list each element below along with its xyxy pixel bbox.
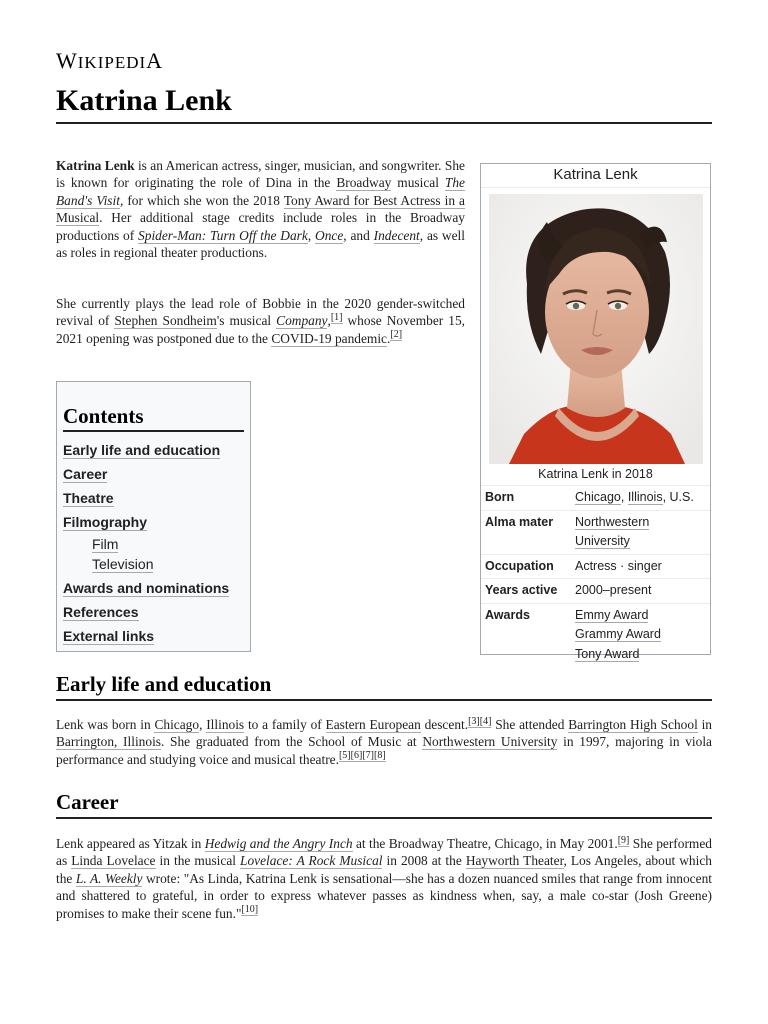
ref-8[interactable]: [8] [373,750,386,762]
toc-title: Contents [63,404,244,432]
ref-2[interactable]: [2] [390,329,403,341]
toc-film[interactable]: Film [92,536,119,552]
infobox-title: Katrina Lenk [481,164,710,188]
intro-paragraph-2: She currently plays the lead role of Bobbie in the 2020 gender-switched revival of Stephen Sondheim's musical Company,[1] whose November 15, 2021 opening was postponed due to the COVID-19 pandemic.[2] [56,296,466,346]
link-hayworth-theater[interactable]: Hayworth Theater [465,853,564,869]
link-chicago[interactable]: Chicago [154,717,200,732]
link-barrington-high-school[interactable]: Barrington High School [568,717,698,732]
link-lovelace-musical[interactable]: Lovelace: A Rock Musical [240,853,383,869]
born-value: Chicago, Illinois, U.S. [575,490,694,504]
infobox [480,163,711,661]
toc-early-life[interactable]: Early life and education [63,442,221,458]
toc-career[interactable]: Career [63,466,108,482]
link-northwestern[interactable]: Northwestern [575,514,650,529]
ref-5[interactable]: [5] [338,750,351,762]
alma-mater-label: Alma mater [485,514,554,529]
heading-career: Career [56,790,712,819]
link-emmy-award[interactable]: Emmy Award [575,607,649,622]
logo-letter-w: W [56,48,78,73]
years-active-label: Years active [485,583,558,597]
link-eastern-european[interactable]: Eastern European [325,717,421,732]
table-of-contents [56,381,251,652]
infobox-row-awards [481,604,710,667]
infobox-row-occupation [481,555,710,580]
logo-letters: IKIPEDI [77,53,147,72]
wikipedia-logo[interactable] [56,48,163,74]
link-hedwig[interactable]: Hedwig and the Angry Inch [204,836,353,851]
ref-4[interactable]: [4] [479,715,492,727]
alma-mater-value [575,513,706,552]
link-born-illinois[interactable]: Illinois [627,490,663,504]
toc-theatre[interactable]: Theatre [63,490,114,506]
toc-television[interactable]: Television [92,556,154,572]
link-covid-19-pandemic[interactable]: COVID-19 pandemic [271,330,387,346]
portrait-image [489,194,703,464]
years-active-value: 2000–present [575,583,652,597]
heading-early-life: Early life and education [56,672,712,701]
link-indecent[interactable]: Indecent [373,227,420,243]
toc-awards[interactable]: Awards and nominations [63,580,230,596]
link-northwestern-university[interactable]: Northwestern University [422,734,558,750]
link-university[interactable]: University [575,534,630,548]
link-la-weekly[interactable]: L. A. Weekly [75,870,143,886]
ref-1[interactable]: [1] [330,311,343,323]
portrait-photo[interactable] [489,194,703,464]
toc-references[interactable]: References [63,604,139,620]
ref-3[interactable]: [3] [468,715,480,727]
link-barrington-illinois[interactable]: Barrington, Illinois [56,734,161,750]
photo-caption: Katrina Lenk in 2018 [481,464,710,486]
link-born-chicago[interactable]: Chicago [575,490,621,504]
ref-10[interactable]: [10] [241,904,259,916]
infobox-row-born [481,486,710,511]
ref-9[interactable]: [9] [617,834,630,846]
link-the-bands-visit[interactable]: The Band's Visit [56,175,465,208]
toc-external-links[interactable]: External links [63,628,155,644]
early-life-paragraph: Lenk was born in Chicago, Illinois to a family of Eastern European descent.[3][4] She attended Barrington High School in Barrington, Illinois. She graduated from the School of Music at Northwestern University in 1997, majoring in viola performance and studying voice and musical theatre.[5][6][7][8] [56,715,712,767]
intro-paragraph-1: Katrina Lenk is an American actress, singer, musician, and songwriter. She is known for originating the role of Dina in the Broadway musical The Band's Visit, for which she won the 2018 Tony Award for Best Actress in a Musical. Her additional stage credits include roles in the Broadway productions of Spider-Man: Turn Off the Dark, Once, and Indecent, as well as roles in regional theater productions. [56,158,465,261]
logo-letter-a: A [146,48,164,73]
link-spider-man[interactable]: Spider-Man: Turn Off the Dark [138,227,308,243]
occupation-value: Actress · singer [575,558,662,573]
subject-name: Katrina Lenk [56,158,135,173]
link-once[interactable]: Once [315,227,344,243]
born-label: Born [485,490,515,504]
link-grammy-award[interactable]: Grammy Award [575,627,661,641]
infobox-row-alma-mater [481,511,710,555]
link-tony-award[interactable]: Tony Award [575,646,640,661]
link-company[interactable]: Company [276,313,328,329]
ref-7[interactable]: [7] [362,750,374,762]
ref-6[interactable]: [6] [350,750,363,762]
link-broadway[interactable]: Broadway [336,175,392,191]
awards-value [575,606,706,665]
occupation-label: Occupation [485,558,554,573]
awards-label: Awards [485,607,530,622]
link-illinois[interactable]: Illinois [206,717,245,732]
toc-filmography[interactable]: Filmography [63,514,148,530]
career-paragraph: Lenk appeared as Yitzak in Hedwig and the Angry Inch at the Broadway Theatre, Chicago, in May 2001.[9] She performed as Linda Lovelace in the musical Lovelace: A Rock Musical in 2008 at the Hayworth Theater, Los Angeles, about which the L. A. Weekly wrote: "As Linda, Katrina Lenk is sensational—she has a dozen nuanced smiles that range from innocent and shattered to grateful, in order to express whatever passes as kindness when, say, a male co-star (Josh Greene) promises to make their scene fun."[10] [56,834,712,921]
infobox-row-years-active [481,579,710,604]
link-linda-lovelace[interactable]: Linda Lovelace [71,853,156,869]
page-title: Katrina Lenk [56,84,712,124]
link-stephen-sondheim[interactable]: Stephen Sondheim [114,313,217,329]
link-tony-award-best-actress[interactable]: Tony Award for Best Actress in a Musical [56,192,465,226]
